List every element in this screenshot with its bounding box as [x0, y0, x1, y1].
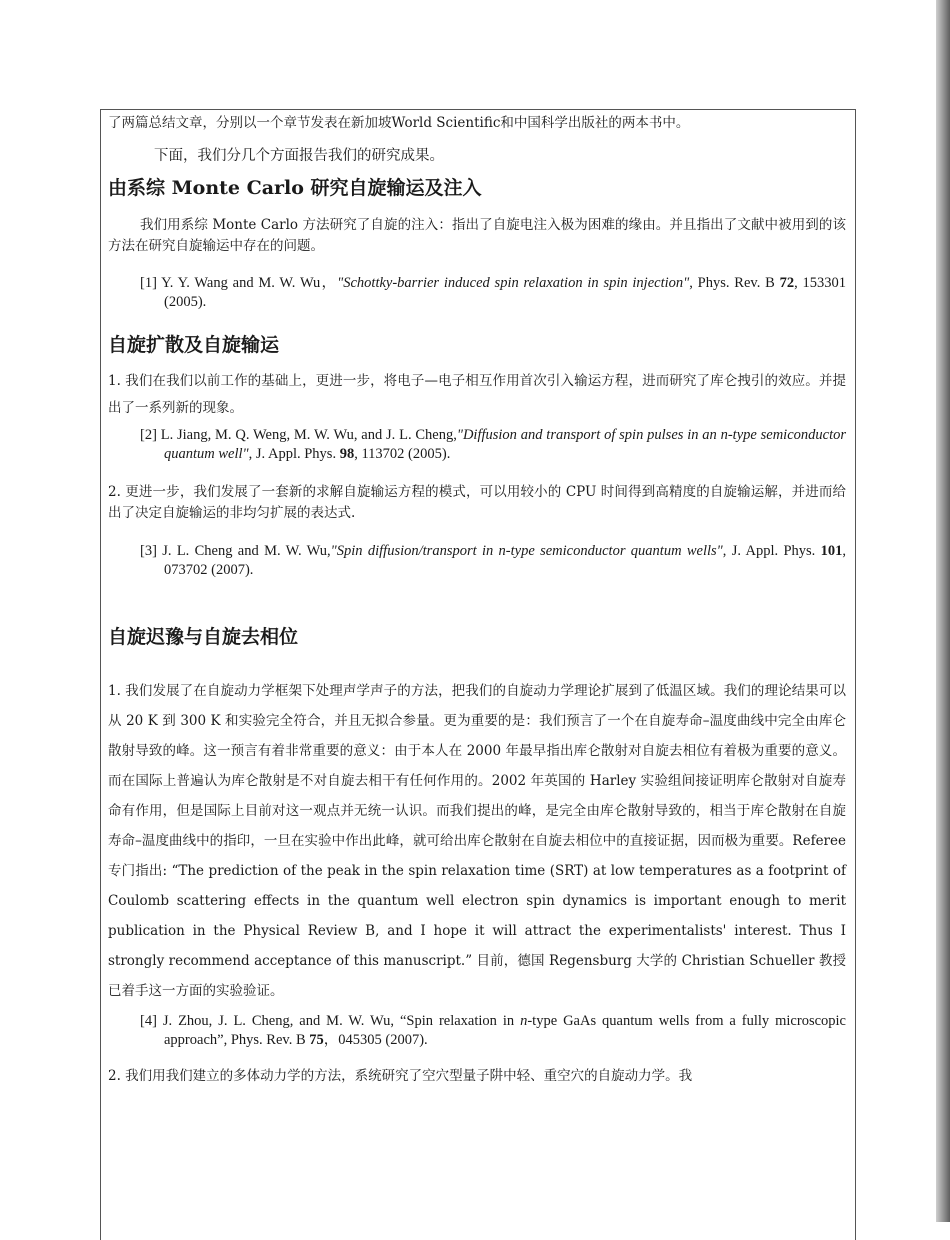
reference-3: [3] J. L. Cheng and M. W. Wu,"Spin diffusion/transport in n-type semiconductor quantum wells", J. Appl. Phys. 101, 073702 (2007). [140, 543, 846, 578]
sec3-item2: 2. 我们用我们建立的多体动力学的方法，系统研究了空穴型量子阱中轻、重空穴的自旋动力学。我 [108, 1068, 693, 1084]
sec2-item2: 2. 更进一步，我们发展了一套新的求解自旋输运方程的模式，可以用较小的 CPU 时间得到高精度的自旋输运解，并进而给出了决定自旋输运的非均匀扩展的表达式. [108, 484, 846, 521]
scrollbar[interactable] [936, 0, 950, 1222]
reference-1: [1] Y. Y. Wang and M. W. Wu，"Schottky-barrier induced spin relaxation in spin injection", Phys. Rev. B 72, 153301 (2005). [140, 275, 846, 310]
section-title-spin-diffusion: 自旋扩散及自旋输运 [108, 334, 280, 356]
section-title-spin-relaxation: 自旋迟豫与自旋去相位 [108, 626, 299, 648]
intro-line2: 下面，我们分几个方面报告我们的研究成果。 [154, 148, 444, 164]
reference-4: [4] J. Zhou, J. L. Cheng, and M. W. Wu, “Spin relaxation in n-type GaAs quantum wells from a fully microscopic approach”, Phys. Rev. B 75，045305 (2007). [140, 1013, 846, 1048]
reference-2: [2] L. Jiang, M. Q. Weng, M. W. Wu, and J. L. Cheng,"Diffusion and transport of spin pulses in an n-type semiconductor quantum well", J. Appl. Phys. 98, 113702 (2005). [140, 427, 846, 462]
intro-line1: 了两篇总结文章，分别以一个章节发表在新加坡World Scientific和中国科学出版社的两本书中。 [108, 115, 690, 131]
sec2-item1: 1. 我们在我们以前工作的基础上，更进一步，将电子—电子相互作用首次引入输运方程，进而研究了库仑拽引的效应。并提出了一系列新的现象。 [108, 373, 846, 416]
section-title-monte-carlo: 由系综 Monte Carlo 研究自旋输运及注入 [108, 177, 482, 199]
sec1-paragraph: 我们用系综 Monte Carlo 方法研究了自旋的注入：指出了自旋电注入极为困难的缘由。并且指出了文献中被用到的该方法在研究自旋输运中存在的问题。 [108, 217, 846, 254]
document-body [108, 113, 846, 1087]
sec3-item1: 1. 我们发展了在自旋动力学框架下处理声学声子的方法，把我们的自旋动力学理论扩展到了低温区域。我们的理论结果可以从 20 K 到 300 K 和实验完全符合，并且无拟合参量。更为重要的是：我们预言了一个在自旋寿命–温度曲线中完全由库仑散射导致的峰。这一预言有着非常重要的意义：由于本人在 2000 年最早指出库仑散射对自旋去相位有着极为重要的意义。而在国际上普遍认为库仑散射是不对自旋去相干有任何作用的。2002 年英国的 Harley 实验组间接证明库仑散射对自旋寿命有作用，但是国际上目前对这一观点并无统一认识。而我们提出的峰，是完全由库仑散射导致的，相当于库仑散射在自旋寿命–温度曲线中的指印，一旦在实验中作出此峰，就可给出库仑散射在自旋去相位中的直接证据，因而极为重要。Referee 专门指出: “The prediction of the peak in the spin relaxation time (SRT) at low temperatures as a footprint of Coulomb scattering effects in the quantum well electron spin dynamics is important enough to merit publication in the Physical Review B, and I hope it will attract the experimentalists' interest. Thus I strongly recommend acceptance of this manuscript.” 目前，德国 Regensburg 大学的 Christian Schueller 教授已着手这一方面的实验验证。 [108, 683, 846, 999]
